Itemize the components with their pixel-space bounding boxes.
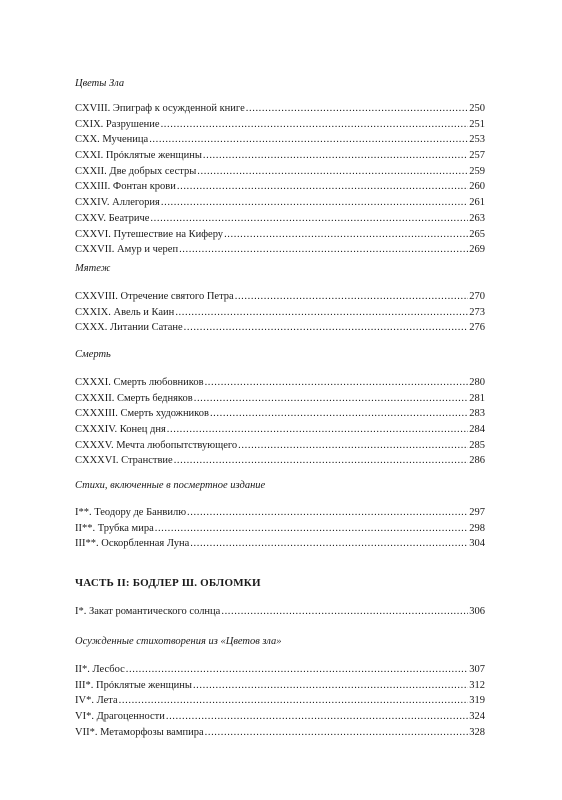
toc-entry bbox=[75, 453, 485, 469]
entry-title: VI*. Драгоценности bbox=[75, 711, 165, 723]
section-heading-flowers-of-evil: Цветы Зла bbox=[75, 78, 125, 89]
dot-leader bbox=[221, 604, 468, 620]
section-heading-condemned: Осужденные стихотворения из «Цветов зла» bbox=[75, 636, 282, 647]
entry-page-number: 253 bbox=[469, 134, 485, 146]
entries-posthumous bbox=[75, 505, 485, 552]
entry-page-number: 306 bbox=[469, 606, 485, 617]
toc-entry bbox=[75, 709, 485, 725]
dot-leader bbox=[161, 117, 469, 133]
dot-leader bbox=[150, 211, 468, 227]
dot-leader bbox=[179, 242, 468, 258]
entries-part2 bbox=[75, 604, 485, 620]
entry-page-number: 307 bbox=[469, 664, 485, 675]
dot-leader bbox=[224, 227, 468, 243]
entry-title: II*. Лесбос bbox=[75, 664, 125, 675]
entry-title: III**. Оскорбленная Луна bbox=[75, 538, 190, 550]
toc-entry bbox=[75, 505, 485, 521]
entry-title: CXIX. Разрушение bbox=[75, 118, 160, 130]
entry-title: CXXV. Беатриче bbox=[75, 212, 150, 224]
entry-title: CXXIII. Фонтан крови bbox=[75, 181, 176, 193]
dot-leader bbox=[149, 132, 468, 148]
toc-entry bbox=[75, 211, 485, 227]
entry-title: CXXXIV. Конец дня bbox=[75, 424, 166, 436]
entry-page-number: 281 bbox=[469, 392, 485, 404]
entry-page-number: 328 bbox=[469, 726, 485, 738]
entry-page-number: 285 bbox=[469, 439, 485, 451]
dot-leader bbox=[187, 505, 468, 521]
dot-leader bbox=[194, 391, 469, 407]
entry-page-number: 259 bbox=[469, 165, 485, 177]
entry-page-number: 283 bbox=[469, 408, 485, 420]
entry-title: CXXVIII. Отречение святого Петра bbox=[75, 291, 234, 302]
entry-page-number: 319 bbox=[469, 695, 485, 707]
dot-leader bbox=[246, 101, 468, 117]
entry-title: III*. Прóклятые женщины bbox=[75, 679, 192, 691]
entries-revolt bbox=[75, 289, 485, 336]
entry-title: CXXXV. Мечта любопытствующего bbox=[75, 439, 238, 451]
part-heading: ЧАСТЬ II: БОДЛЕР Ш. ОБЛОМКИ bbox=[75, 577, 261, 589]
toc-entry bbox=[75, 148, 485, 164]
entry-page-number: 250 bbox=[469, 103, 485, 114]
section-heading-death: Смерть bbox=[75, 349, 111, 360]
entry-page-number: 304 bbox=[469, 538, 485, 550]
entry-page-number: 297 bbox=[469, 507, 485, 518]
toc-entry bbox=[75, 179, 485, 195]
dot-leader bbox=[155, 521, 469, 537]
toc-entry bbox=[75, 242, 485, 258]
toc-entry bbox=[75, 305, 485, 321]
toc-entry bbox=[75, 678, 485, 694]
entry-title: IV*. Лета bbox=[75, 695, 118, 707]
toc-entry bbox=[75, 289, 485, 305]
dot-leader bbox=[167, 422, 468, 438]
dot-leader bbox=[205, 375, 469, 391]
entry-title: CXX. Мученица bbox=[75, 134, 149, 146]
entry-title: CXXIV. Аллегория bbox=[75, 197, 160, 209]
entry-title: VII*. Метаморфозы вампира bbox=[75, 726, 204, 738]
toc-entry bbox=[75, 227, 485, 243]
toc-entry bbox=[75, 422, 485, 438]
dot-leader bbox=[174, 453, 469, 469]
toc-entry bbox=[75, 438, 485, 454]
dot-leader bbox=[161, 195, 468, 211]
entry-page-number: 298 bbox=[469, 522, 485, 534]
entry-page-number: 276 bbox=[469, 322, 485, 334]
entry-page-number: 251 bbox=[469, 118, 485, 130]
entry-title: CXXXII. Смерть бедняков bbox=[75, 392, 193, 404]
entries-death bbox=[75, 375, 485, 469]
entry-page-number: 273 bbox=[469, 306, 485, 318]
toc-entry bbox=[75, 391, 485, 407]
entry-title: CXXXVI. Странствие bbox=[75, 455, 173, 467]
entry-title: CXXVI. Путешествие на Киферу bbox=[75, 228, 224, 240]
toc-entry bbox=[75, 132, 485, 148]
dot-leader bbox=[190, 536, 468, 552]
dot-leader bbox=[177, 179, 468, 195]
dot-leader bbox=[197, 164, 468, 180]
toc-entry bbox=[75, 195, 485, 211]
toc-entry bbox=[75, 662, 485, 678]
entry-page-number: 312 bbox=[469, 679, 485, 691]
toc-entry bbox=[75, 375, 485, 391]
dot-leader bbox=[235, 289, 469, 305]
toc-entry bbox=[75, 164, 485, 180]
entry-page-number: 324 bbox=[469, 711, 485, 723]
entries-flowers-of-evil bbox=[75, 101, 485, 258]
entry-page-number: 260 bbox=[469, 181, 485, 193]
entry-title: CXXXI. Смерть любовников bbox=[75, 377, 204, 388]
entry-title: I**. Теодору де Банвилю bbox=[75, 507, 187, 518]
entry-page-number: 284 bbox=[469, 424, 485, 436]
entry-page-number: 280 bbox=[469, 377, 485, 388]
toc-entry bbox=[75, 117, 485, 133]
entry-title: II**. Трубка мира bbox=[75, 522, 154, 534]
entry-title: CXXIX. Авель и Каин bbox=[75, 306, 175, 318]
entry-page-number: 286 bbox=[469, 455, 485, 467]
entry-title: CXXX. Литании Сатане bbox=[75, 322, 183, 334]
dot-leader bbox=[126, 662, 468, 678]
dot-leader bbox=[184, 320, 469, 336]
entry-page-number: 270 bbox=[469, 291, 485, 302]
dot-leader bbox=[210, 406, 468, 422]
entry-page-number: 265 bbox=[469, 228, 485, 240]
toc-entry bbox=[75, 406, 485, 422]
dot-leader bbox=[166, 709, 468, 725]
entry-title: CXXII. Две добрых сестры bbox=[75, 165, 197, 177]
dot-leader bbox=[119, 693, 469, 709]
toc-entry bbox=[75, 725, 485, 741]
section-heading-revolt: Мятеж bbox=[75, 263, 111, 274]
entry-title: CXXI. Прóклятые женщины bbox=[75, 150, 202, 162]
toc-entry bbox=[75, 521, 485, 537]
dot-leader bbox=[205, 725, 469, 741]
dot-leader bbox=[203, 148, 468, 164]
toc-entry bbox=[75, 604, 485, 620]
entry-page-number: 257 bbox=[469, 150, 485, 162]
section-heading-posthumous: Стихи, включенные в посмертное издание bbox=[75, 480, 266, 491]
dot-leader bbox=[175, 305, 468, 321]
entry-page-number: 269 bbox=[469, 244, 485, 256]
dot-leader bbox=[238, 438, 468, 454]
dot-leader bbox=[193, 678, 468, 694]
entries-condemned bbox=[75, 662, 485, 740]
toc-entry bbox=[75, 320, 485, 336]
toc-entry bbox=[75, 536, 485, 552]
entry-title: CXXVII. Амур и череп bbox=[75, 244, 179, 256]
entry-title: CXVIII. Эпиграф к осужденной книге bbox=[75, 103, 245, 114]
entry-page-number: 261 bbox=[469, 197, 485, 209]
toc-entry bbox=[75, 101, 485, 117]
entry-page-number: 263 bbox=[469, 212, 485, 224]
entry-title: I*. Закат романтического солнца bbox=[75, 606, 221, 617]
entry-title: CXXXIII. Смерть художников bbox=[75, 408, 209, 420]
toc-entry bbox=[75, 693, 485, 709]
